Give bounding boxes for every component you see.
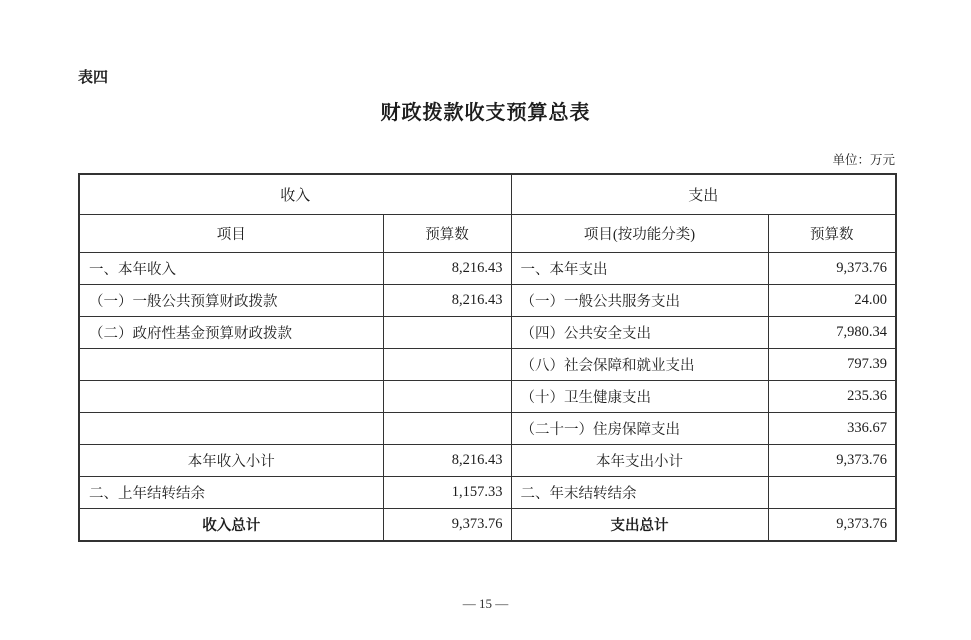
income-item-cell: 一、本年收入 bbox=[79, 253, 383, 285]
income-value-cell: 8,216.43 bbox=[383, 285, 511, 317]
expense-value-cell: 24.00 bbox=[768, 285, 896, 317]
expense-item-cell: （二十一）住房保障支出 bbox=[511, 413, 768, 445]
income-budget-col-header: 预算数 bbox=[383, 215, 511, 253]
income-value-cell: 9,373.76 bbox=[383, 509, 511, 542]
table-body bbox=[79, 253, 896, 542]
income-value-cell: 8,216.43 bbox=[383, 253, 511, 285]
income-value-cell bbox=[383, 349, 511, 381]
expense-item-cell: 二、年末结转结余 bbox=[511, 477, 768, 509]
expense-value-cell: 336.67 bbox=[768, 413, 896, 445]
expense-item-cell: 一、本年支出 bbox=[511, 253, 768, 285]
table-label: 表四 bbox=[78, 70, 109, 86]
expense-item-cell: （八）社会保障和就业支出 bbox=[511, 349, 768, 381]
income-value-cell bbox=[383, 381, 511, 413]
table-row bbox=[79, 317, 896, 349]
income-item-cell: 收入总计 bbox=[79, 509, 383, 542]
income-value-cell: 8,216.43 bbox=[383, 445, 511, 477]
income-item-cell: 二、上年结转结余 bbox=[79, 477, 383, 509]
expense-value-cell: 9,373.76 bbox=[768, 253, 896, 285]
income-item-cell bbox=[79, 381, 383, 413]
expense-value-cell: 9,373.76 bbox=[768, 509, 896, 542]
income-item-cell bbox=[79, 413, 383, 445]
page-title: 财政拨款收支预算总表 bbox=[380, 102, 591, 124]
expense-budget-col-header: 预算数 bbox=[768, 215, 896, 253]
expense-item-cell: 本年支出小计 bbox=[511, 445, 768, 477]
expense-item-cell: （四）公共安全支出 bbox=[511, 317, 768, 349]
table-row bbox=[79, 445, 896, 477]
table-row bbox=[79, 349, 896, 381]
income-item-cell: 本年收入小计 bbox=[79, 445, 383, 477]
income-item-cell: （一）一般公共预算财政拨款 bbox=[79, 285, 383, 317]
table-row bbox=[79, 477, 896, 509]
section-header-row bbox=[79, 174, 896, 215]
expense-value-cell: 235.36 bbox=[768, 381, 896, 413]
unit-note: 单位：万元 bbox=[832, 153, 895, 167]
table-row bbox=[79, 381, 896, 413]
expense-item-cell: （一）一般公共服务支出 bbox=[511, 285, 768, 317]
income-item-col-header: 项目 bbox=[79, 215, 383, 253]
expense-section-header: 支出 bbox=[511, 174, 896, 215]
table-row bbox=[79, 253, 896, 285]
income-value-cell bbox=[383, 413, 511, 445]
table-row bbox=[79, 509, 896, 542]
income-item-cell bbox=[79, 349, 383, 381]
income-value-cell bbox=[383, 317, 511, 349]
budget-table bbox=[78, 173, 897, 542]
table-row bbox=[79, 285, 896, 317]
page-number: — 15 — bbox=[462, 596, 509, 611]
income-section-header: 收入 bbox=[79, 174, 511, 215]
expense-item-cell: 支出总计 bbox=[511, 509, 768, 542]
expense-value-cell: 7,980.34 bbox=[768, 317, 896, 349]
income-value-cell: 1,157.33 bbox=[383, 477, 511, 509]
expense-value-cell: 797.39 bbox=[768, 349, 896, 381]
column-header-row bbox=[79, 215, 896, 253]
income-item-cell: （二）政府性基金预算财政拨款 bbox=[79, 317, 383, 349]
expense-value-cell bbox=[768, 477, 896, 509]
table-row bbox=[79, 413, 896, 445]
expense-value-cell: 9,373.76 bbox=[768, 445, 896, 477]
expense-item-col-header: 项目(按功能分类) bbox=[511, 215, 768, 253]
expense-item-cell: （十）卫生健康支出 bbox=[511, 381, 768, 413]
